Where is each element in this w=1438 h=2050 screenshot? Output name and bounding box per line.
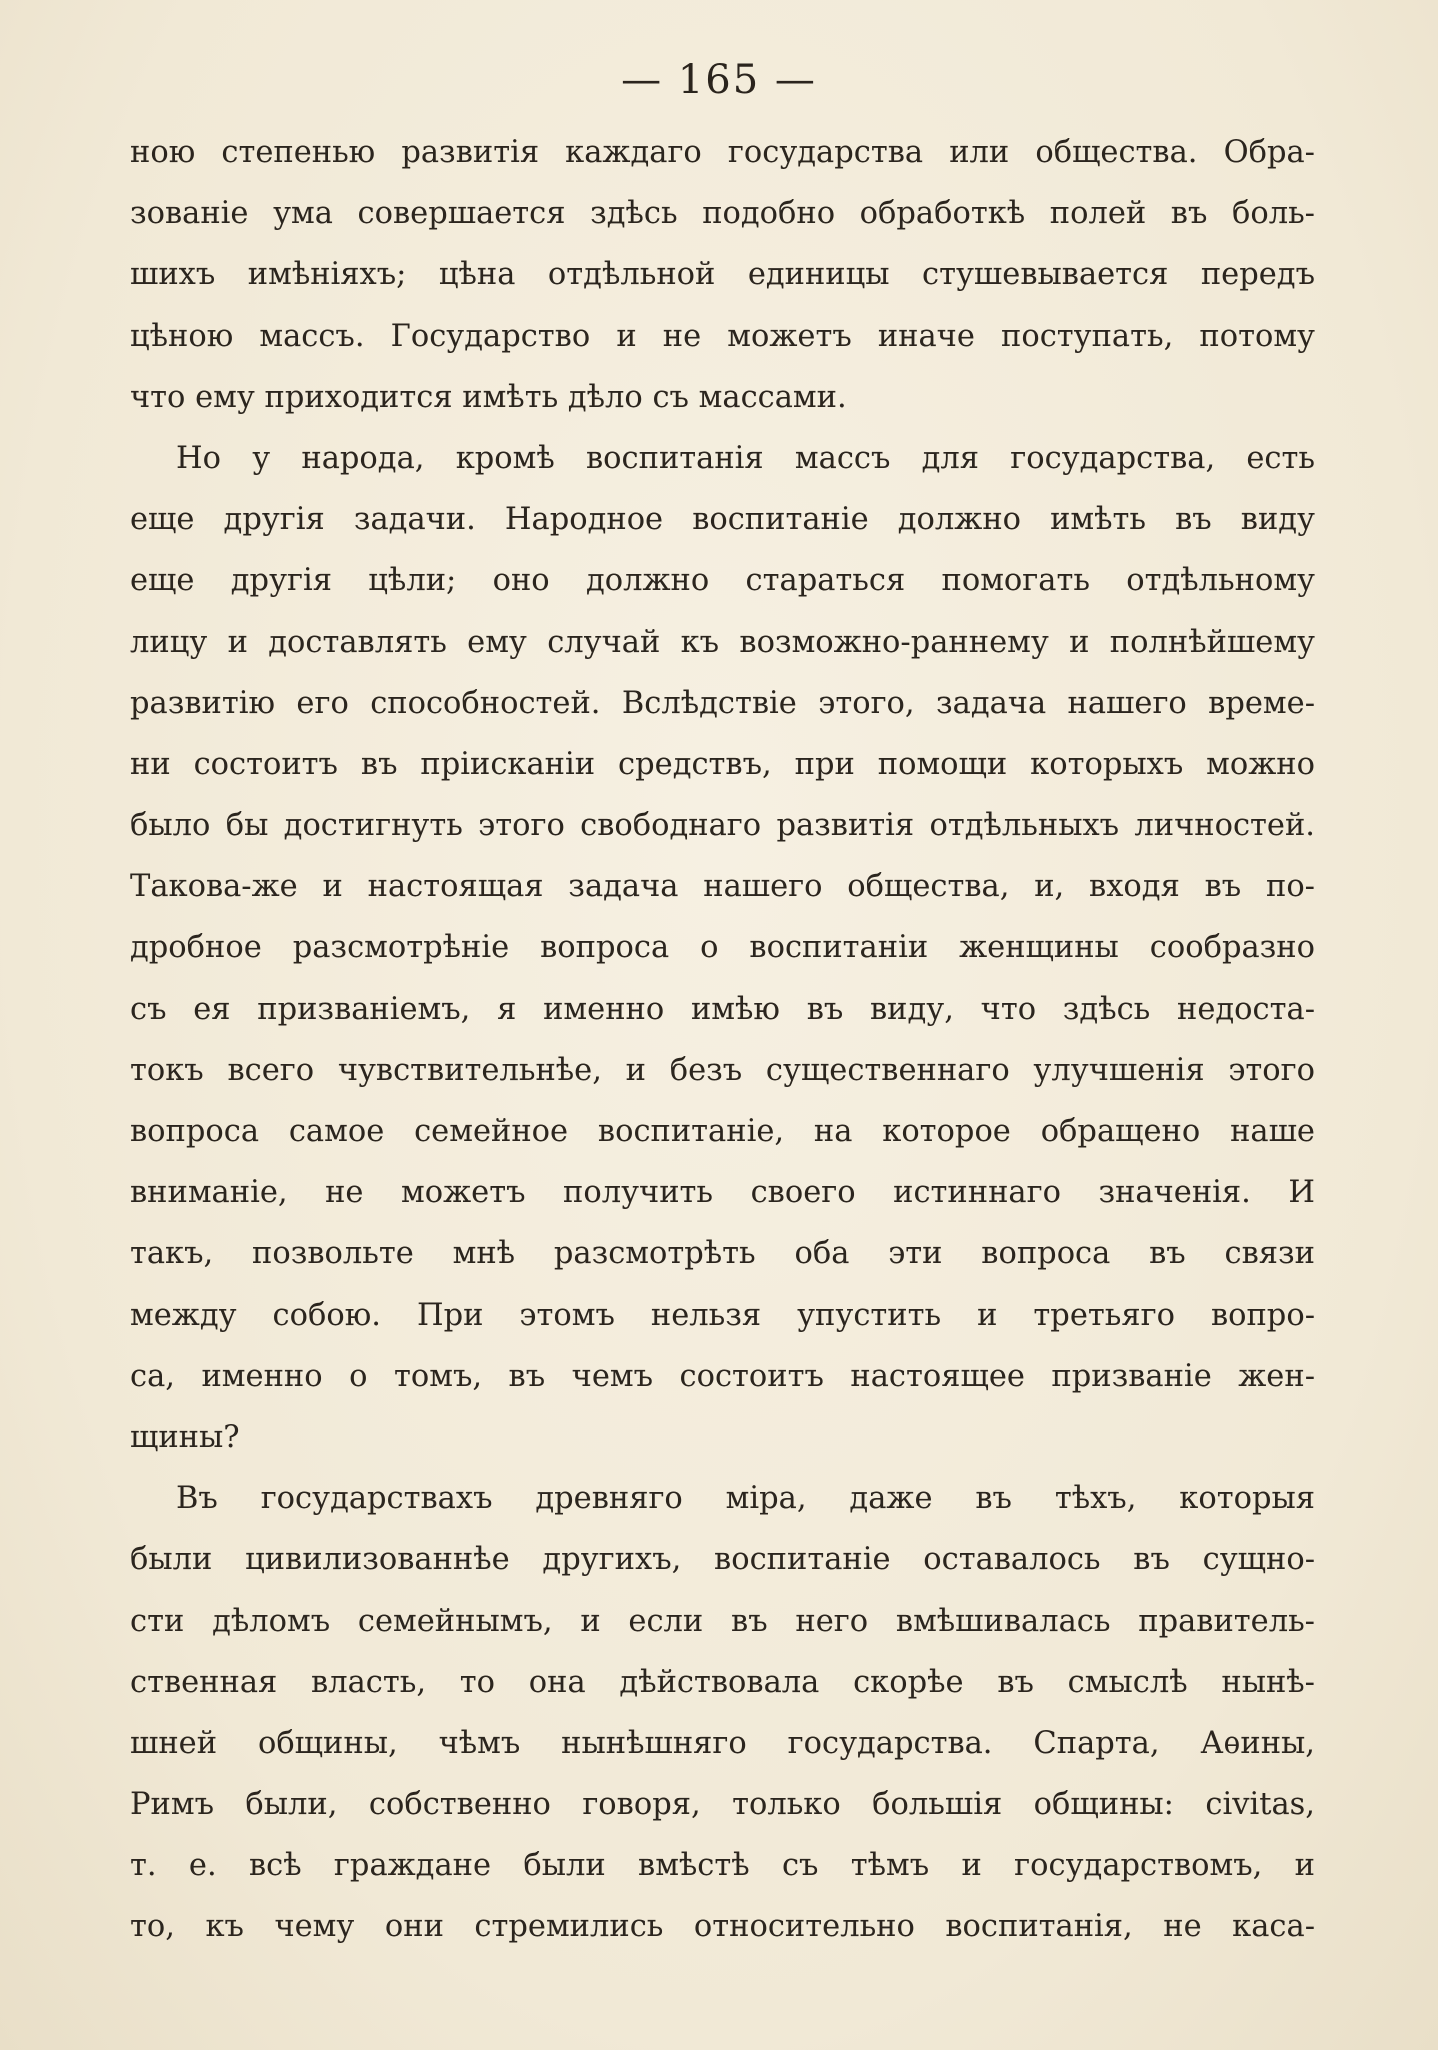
text-line: ни состоитъ въ пріисканіи средствъ, при помощи которыхъ можно — [130, 746, 1315, 782]
text-line: т. е. всѣ граждане были вмѣстѣ съ тѣмъ и государствомъ, и — [130, 1848, 1315, 1884]
text-line: еще другія цѣли; оно должно стараться помогать отдѣльному — [130, 563, 1315, 599]
text-line: что ему приходится имѣть дѣло съ массами. — [130, 379, 847, 415]
text-line: Но у народа, кромѣ воспитанія массъ для государства, есть — [176, 440, 1315, 476]
text-line: лицу и доставлять ему случай къ возможно-раннему и полнѣйшему — [130, 624, 1315, 660]
text-line: са, именно о томъ, въ чемъ состоитъ настоящее призваніе жен- — [130, 1358, 1315, 1394]
text-line: ною степенью развитія каждаго государства или общества. Обра- — [130, 135, 1315, 170]
text-line: шней общины, чѣмъ нынѣшняго государства. Спарта, Аѳины, — [130, 1725, 1315, 1761]
text-line: дробное разсмотрѣніе вопроса о воспитаніи женщины сообразно — [130, 930, 1315, 966]
text-line: такъ, позвольте мнѣ разсмотрѣть оба эти вопроса въ связи — [130, 1236, 1315, 1272]
text-line: Такова-же и настоящая задача нашего общества, и, входя въ по- — [130, 869, 1315, 905]
text-line: то, къ чему они стремились относительно воспитанія, не каса- — [130, 1909, 1315, 1945]
text-line: шихъ имѣніяхъ; цѣна отдѣльной единицы стушевывается передъ — [130, 257, 1315, 293]
text-line: щины? — [130, 1419, 240, 1455]
text-line: развитію его способностей. Вслѣдствіе этого, задача нашего време- — [130, 685, 1315, 721]
text-line: съ ея призваніемъ, я именно имѣю въ виду, что здѣсь недоста- — [130, 991, 1315, 1027]
text-line: между собою. При этомъ нельзя упустить и третьяго вопро- — [130, 1297, 1315, 1333]
text-line: было бы достигнуть этого свободнаго развитія отдѣльныхъ личностей. — [130, 808, 1315, 844]
text-line: вопроса самое семейное воспитаніе, на которое обращено наше — [130, 1114, 1315, 1149]
text-line: Въ государствахъ древняго міра, даже въ тѣхъ, которыя — [176, 1481, 1315, 1517]
text-line: еще другія задачи. Народное воспитаніе должно имѣть въ виду — [130, 502, 1315, 538]
text-line: токъ всего чувствительнѣе, и безъ существеннаго улучшенія этого — [130, 1052, 1315, 1088]
body-text — [130, 122, 1315, 1958]
page-number: — 165 — — [621, 57, 817, 103]
text-line: цѣною массъ. Государство и не можетъ иначе поступать, потому — [130, 318, 1315, 354]
text-line: сти дѣломъ семейнымъ, и если въ него вмѣшивалась правитель- — [130, 1603, 1315, 1639]
text-line: зованіе ума совершается здѣсь подобно обработкѣ полей въ боль- — [130, 196, 1315, 232]
text-line: ственная власть, то она дѣйствовала скорѣе въ смыслѣ нынѣ- — [130, 1664, 1315, 1700]
text-line: вниманіе, не можетъ получить своего истиннаго значенія. И — [130, 1175, 1315, 1211]
text-line: Римъ были, собственно говоря, только большія общины: civitas, — [130, 1787, 1315, 1823]
text-line: были цивилизованнѣе другихъ, воспитаніе оставалось въ сущно- — [130, 1542, 1315, 1578]
